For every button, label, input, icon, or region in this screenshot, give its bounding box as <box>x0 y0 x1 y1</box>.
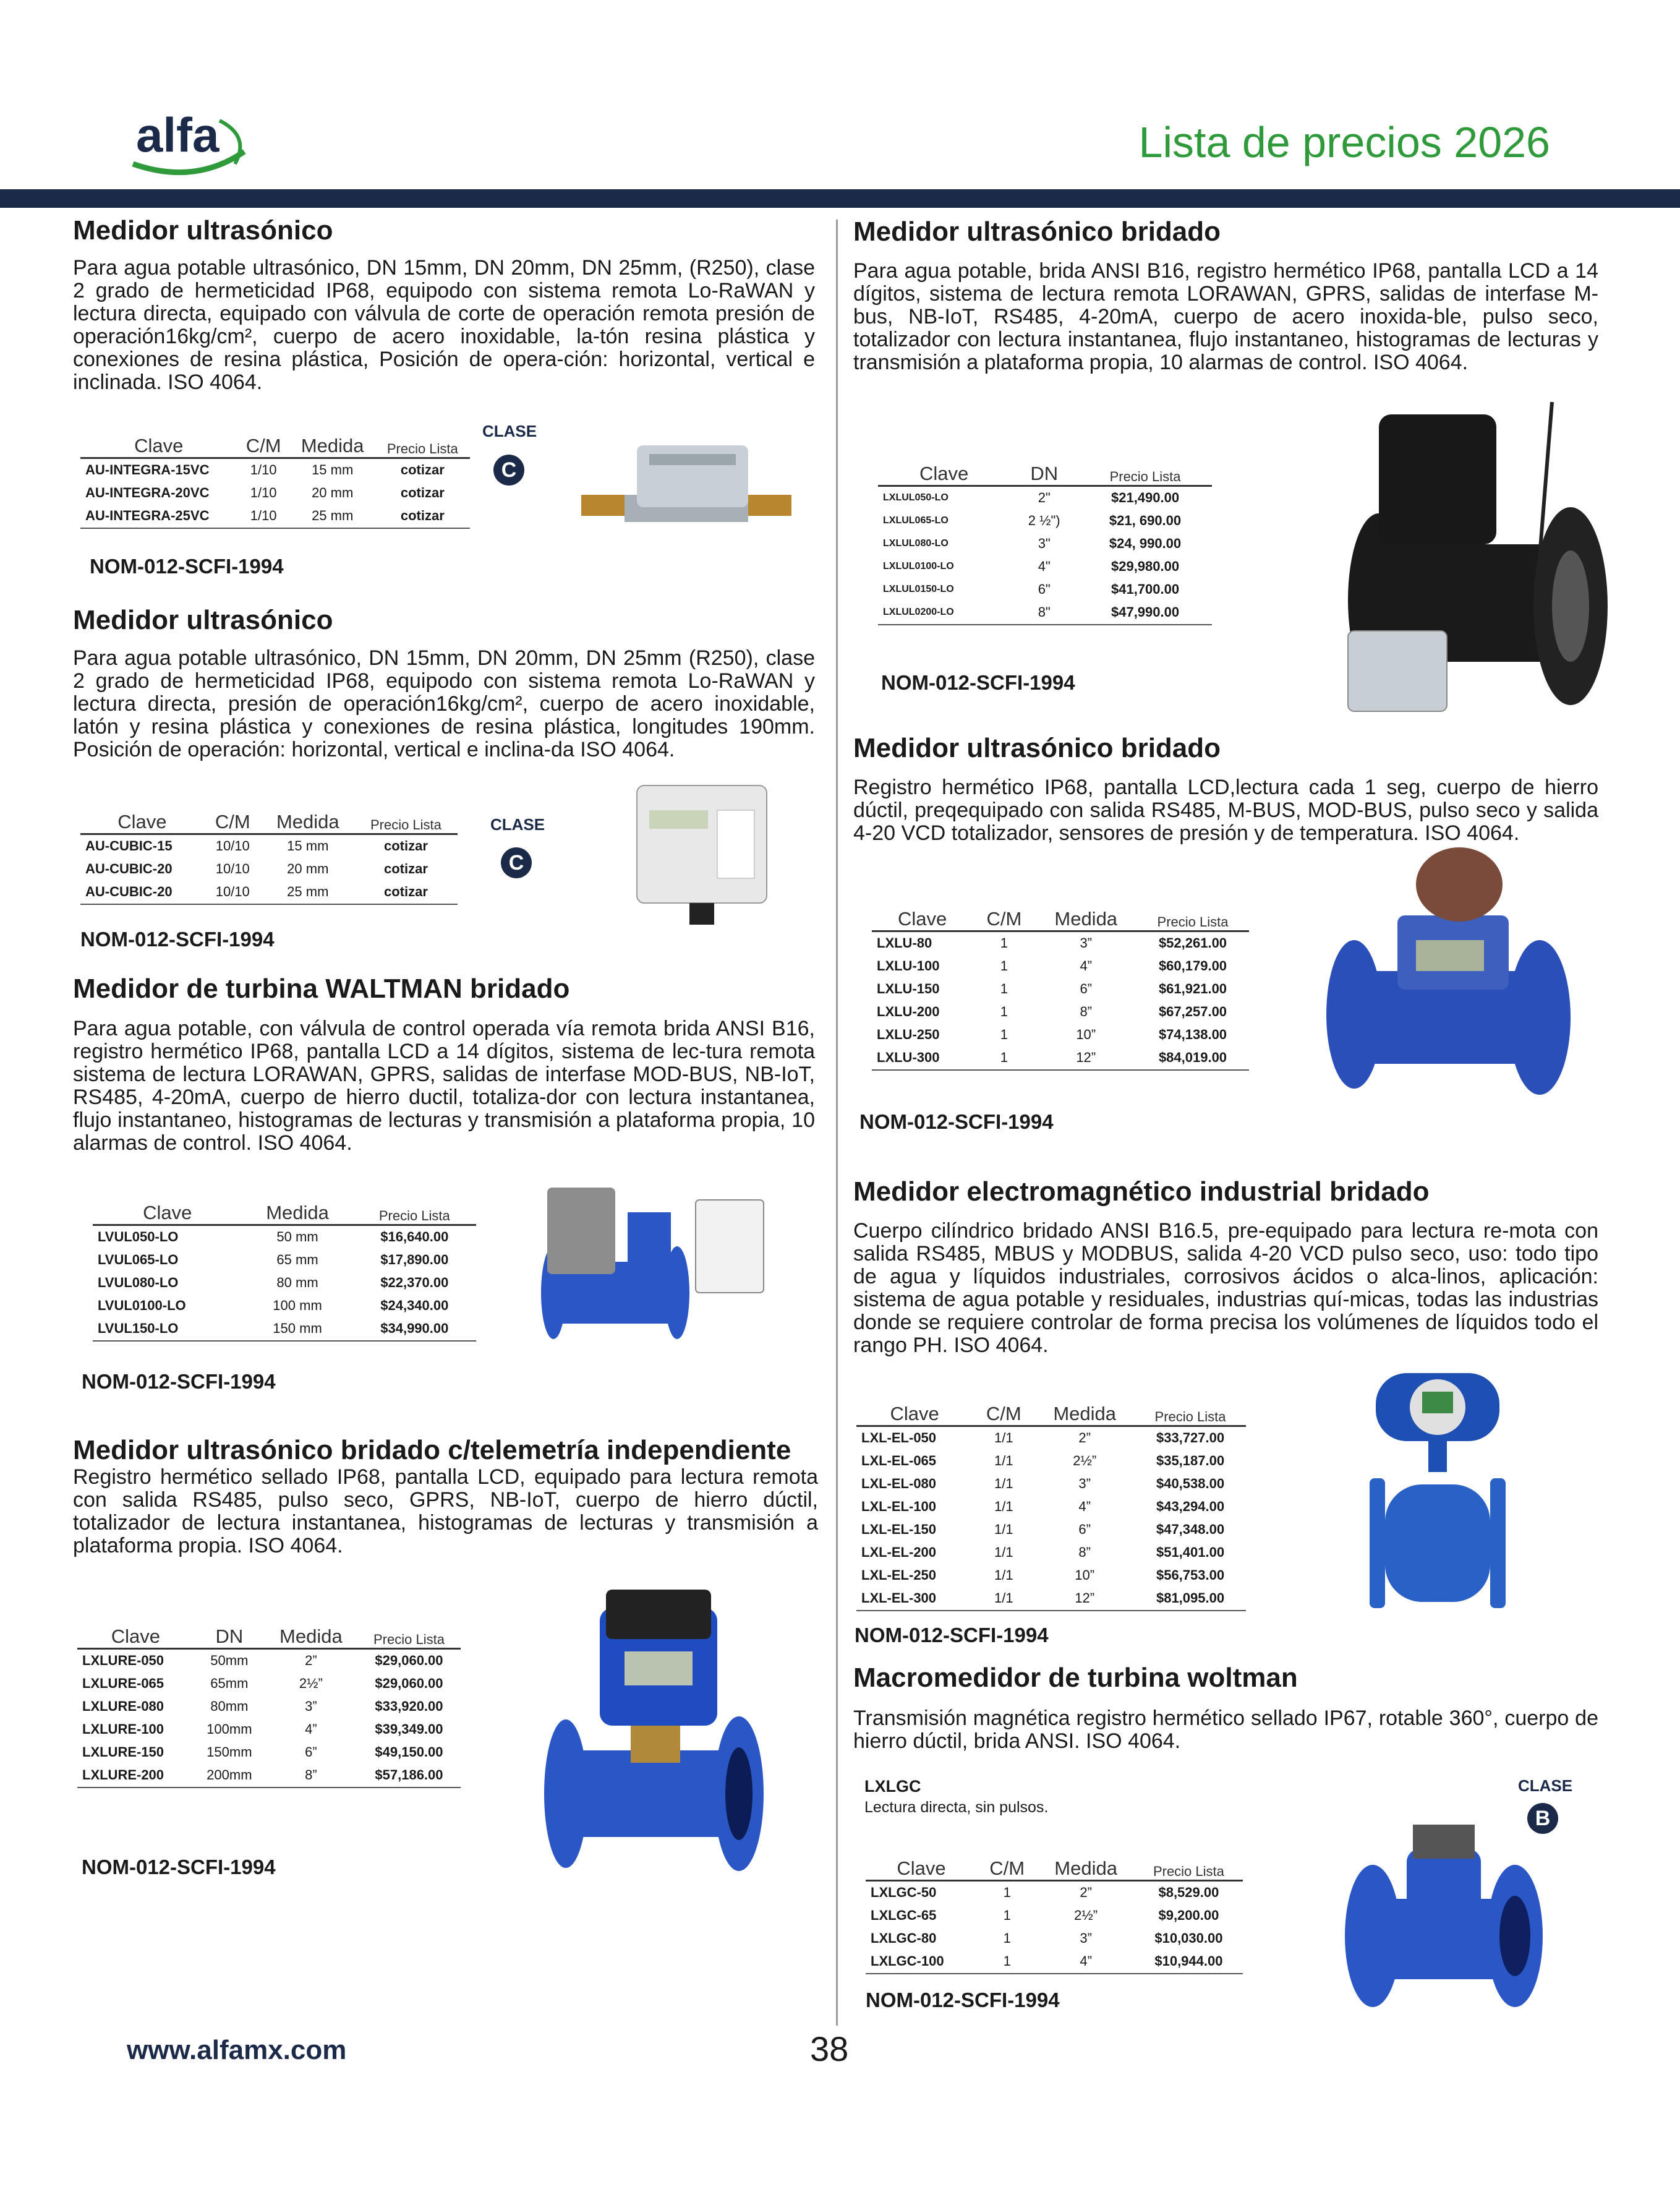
column-header: Medida <box>1054 907 1118 930</box>
table-cell: 3" <box>1038 536 1051 551</box>
section-title: Medidor ultrasónico bridado c/telemetría independiente <box>73 1435 791 1465</box>
table-cell: 2½” <box>299 1676 323 1691</box>
table-row <box>77 1718 461 1741</box>
table-cell: 2½” <box>1073 1453 1097 1468</box>
section-description: Cuerpo cilíndrico bridado ANSI B16.5, pre-equipado para lectura re-mota con salida RS485, MBUS y MODBUS, salida 4-20 VCD pulso seco, uso: todo tipo de agua y líquidos industriales, corrosivos ácidos o alca-linos, aplicación: sistema de agua potable y residuales, industrias quí-micas, todas las industrias donde se requiere controlar de forma precisa los volúmenes de líquidos todo el rango PH. ISO 4064. <box>853 1219 1598 1357</box>
table-cell: 1 <box>1000 981 1008 996</box>
model-code: LXLGC <box>864 1777 921 1796</box>
table-row <box>872 1047 1249 1070</box>
clase-label: CLASE <box>482 422 537 440</box>
section-title: Medidor ultrasónico <box>73 605 333 635</box>
table-cell: 4" <box>1038 559 1051 574</box>
table-row <box>80 505 470 528</box>
table-row <box>872 1024 1249 1047</box>
table-row <box>856 1541 1246 1564</box>
column-header: DN <box>215 1625 244 1647</box>
column-header: Precio Lista <box>378 1207 450 1223</box>
column-header: Precio Lista <box>370 816 441 833</box>
black-flanged-meter-image <box>1336 396 1620 733</box>
price-table <box>80 790 458 905</box>
section-title: Medidor electromagnético industrial bridado <box>853 1176 1430 1207</box>
electromagnetic-meter-image <box>1357 1367 1518 1630</box>
table-cell: 1/1 <box>994 1544 1013 1560</box>
table-cell: $10,944.00 <box>1135 1950 1243 1974</box>
column-header: Clave <box>143 1201 192 1223</box>
table-row <box>872 931 1249 955</box>
table-cell: 1/1 <box>994 1522 1013 1537</box>
table-cell: LXL-EL-300 <box>856 1587 973 1611</box>
table-cell: $56,753.00 <box>1156 1567 1225 1583</box>
table-cell: LXL-EL-150 <box>861 1522 937 1537</box>
table-cell: 8" <box>1010 601 1078 625</box>
table-cell: $41,700.00 <box>1111 581 1180 597</box>
table-cell: 50 mm <box>276 1229 318 1244</box>
table-cell: $60,179.00 <box>1158 958 1227 974</box>
column-header: Precio Lista <box>1154 1408 1226 1424</box>
price-table <box>872 884 1249 1071</box>
table-cell: 50mm <box>210 1653 249 1668</box>
table-cell: LXL-EL-065 <box>861 1453 937 1468</box>
section-description: Para agua potable, brida ANSI B16, registro hermético IP68, pantalla LCD a 14 dígitos, sistema de lectura remota LORAWAN, GPRS, salidas de interfase M-bus, NB-IoT, RS485, 4-20mA, cuerpo de acero inoxida-ble, pulso seco, totalizador con lectura instantanea, flujo instantaneo, histogramas de lecturas y transmisión a plataforma propia, 10 alarmas de control. ISO 4064. <box>853 259 1598 374</box>
table-cell: 20 mm <box>312 485 354 500</box>
table-cell: 1 <box>1000 1004 1008 1019</box>
price-table <box>77 1602 461 1788</box>
table-cell: 1/10 <box>237 505 290 528</box>
table-row <box>93 1317 476 1341</box>
nom-label: NOM-012-SCFI-1994 <box>859 1110 1054 1133</box>
table-cell: 8” <box>1080 1004 1092 1019</box>
page-number: 38 <box>810 2029 849 2068</box>
column-header: Clave <box>890 1402 939 1424</box>
table-cell: $43,294.00 <box>1156 1499 1225 1514</box>
table-row <box>77 1764 461 1787</box>
table-row <box>80 834 458 858</box>
table-cell: cotizar <box>383 861 428 876</box>
table-cell: 200mm <box>194 1764 265 1787</box>
table-row <box>856 1473 1246 1496</box>
table-cell: LXLURE-200 <box>77 1764 194 1787</box>
nom-label: NOM-012-SCFI-1994 <box>866 1989 1060 2011</box>
table-cell: 150 mm <box>242 1317 352 1341</box>
column-header: Medida <box>1054 1857 1117 1879</box>
table-cell: LXLUL080-LO <box>883 538 949 549</box>
column-divider <box>836 220 838 2026</box>
column-header: Precio Lista <box>1157 914 1229 930</box>
price-table <box>93 1181 476 1342</box>
price-table <box>856 1379 1246 1611</box>
section-description: Registro hermético sellado IP68, pantalla LCD, equipado para lectura remota con salida RS485, pulso seco, GPRS, NB-IoT, cuerpo de hierro dúctil, totalizador de lectura instantanea, histogramas de lecturas y transmisión a plataforma propia. ISO 4064. <box>73 1465 818 1557</box>
table-cell: 100mm <box>207 1721 252 1737</box>
section-description: Para agua potable, con válvula de control operada vía remota brida ANSI B16, registro hermético IP68, pantalla LCD a 14 dígitos, sistema de lec-tura remota sistema de lectura LORAWAN, GPRS, salidas de interfase MOD-BUS, NB-IoT, RS485, 4-20mA, cuerpo de hierro ductil, totaliza-dor con lectura instantanea, flujo instantaneo, histogramas de lecturas y transmisión a plataforma propia, 10 alarmas de control. ISO 4064. <box>73 1017 815 1155</box>
table-cell: $21, 690.00 <box>1109 513 1182 528</box>
table-cell: LXLURE-150 <box>82 1744 164 1760</box>
table-cell: LVUL0100-LO <box>98 1298 186 1313</box>
column-header: Medida <box>1053 1402 1117 1424</box>
table-cell: 1 <box>1003 1930 1011 1946</box>
flanged-meter-image <box>538 1583 773 1896</box>
table-cell: 4” <box>1037 1950 1134 1974</box>
nom-label: NOM-012-SCFI-1994 <box>881 671 1075 694</box>
table-cell: LXLU-300 <box>872 1047 973 1070</box>
table-cell: LXLUL0150-LO <box>883 584 954 594</box>
column-header: Precio Lista <box>373 1631 445 1647</box>
table-cell: AU-INTEGRA-15VC <box>85 462 210 477</box>
table-cell: $21,490.00 <box>1111 490 1180 505</box>
clase-label: CLASE <box>1518 1776 1573 1795</box>
header-bar <box>0 189 1680 208</box>
table-cell: LXLU-200 <box>877 1004 940 1019</box>
clase-label: CLASE <box>490 815 545 834</box>
table-cell: 2" <box>1038 490 1051 505</box>
woltman-meter-image <box>1336 1812 1558 2019</box>
table-cell: $29,060.00 <box>375 1653 443 1668</box>
table-cell: 1 <box>1000 935 1008 951</box>
table-row <box>93 1295 476 1317</box>
table-cell: 6" <box>1038 581 1051 597</box>
table-row <box>856 1587 1246 1611</box>
table-cell: $67,257.00 <box>1158 1004 1227 1019</box>
table-cell: 6” <box>1078 1522 1091 1537</box>
column-header: Medida <box>279 1625 343 1647</box>
header-row <box>80 790 458 834</box>
table-cell: $51,401.00 <box>1156 1544 1225 1560</box>
table-cell: 2” <box>1078 1430 1091 1445</box>
table-row <box>856 1426 1246 1450</box>
table-cell: 1 <box>1003 1907 1011 1923</box>
table-cell: 4” <box>305 1721 317 1737</box>
page-title: Lista de precios 2026 <box>1138 118 1550 166</box>
table-cell: $40,538.00 <box>1156 1476 1225 1491</box>
table-cell: 1/1 <box>973 1587 1034 1611</box>
table-cell: LXLU-100 <box>877 958 940 974</box>
table-cell: $47,990.00 <box>1078 601 1212 625</box>
table-row <box>856 1564 1246 1587</box>
table-cell: $33,920.00 <box>375 1698 443 1714</box>
table-cell: AU-CUBIC-20 <box>85 861 173 876</box>
table-cell: LXLU-250 <box>877 1027 940 1042</box>
table-cell: $81,095.00 <box>1135 1587 1246 1611</box>
alfa-logo <box>127 105 257 179</box>
header-row <box>93 1181 476 1225</box>
table-row <box>872 1001 1249 1024</box>
section-title: Medidor ultrasónico bridado <box>853 733 1221 763</box>
table-cell: 1 <box>973 1047 1035 1070</box>
table-cell: 8” <box>265 1764 357 1787</box>
table-cell: 100 mm <box>273 1298 322 1313</box>
table-cell: cotizar <box>400 462 445 477</box>
table-cell: $33,727.00 <box>1156 1430 1225 1445</box>
table-cell: AU-INTEGRA-20VC <box>85 485 210 500</box>
table-row <box>866 1904 1243 1927</box>
table-row <box>80 858 458 881</box>
table-cell: LXL-EL-050 <box>861 1430 937 1445</box>
table-row <box>872 978 1249 1001</box>
turbine-meter-image <box>529 1169 776 1358</box>
table-cell: 150mm <box>207 1744 252 1760</box>
table-cell: cotizar <box>354 881 458 904</box>
table-cell: LXLUL065-LO <box>883 515 949 526</box>
table-cell: $34,990.00 <box>353 1317 476 1341</box>
header-row <box>878 442 1212 486</box>
table-cell: 3” <box>1078 1476 1091 1491</box>
ultrasonic-meter-image <box>575 433 798 554</box>
column-header: Medida <box>276 810 339 833</box>
table-cell: LXLURE-080 <box>82 1698 164 1714</box>
table-cell: 1/1 <box>994 1453 1013 1468</box>
table-cell: cotizar <box>400 485 445 500</box>
table-cell: $22,370.00 <box>380 1275 449 1290</box>
table-row <box>80 482 470 505</box>
column-header: Clave <box>134 434 184 456</box>
table-cell: 4” <box>1080 958 1092 974</box>
table-cell: $84,019.00 <box>1136 1047 1249 1070</box>
table-cell: 10/10 <box>204 881 262 904</box>
header-row <box>77 1602 461 1648</box>
column-header: Clave <box>897 1857 946 1879</box>
table-cell: AU-INTEGRA-25VC <box>80 505 237 528</box>
clase-badge: B <box>1527 1803 1558 1834</box>
column-header: Precio Lista <box>386 440 458 456</box>
table-cell: LXL-EL-200 <box>861 1544 937 1560</box>
table-cell: LXL-EL-080 <box>861 1476 937 1491</box>
table-row <box>77 1695 461 1718</box>
table-cell: $61,921.00 <box>1158 981 1227 996</box>
price-table <box>866 1834 1243 1974</box>
table-row <box>77 1672 461 1695</box>
section-description: Para agua potable ultrasónico, DN 15mm, DN 20mm, DN 25mm, (R250), clase 2 grado de hermeticidad IP68, equipodo con sistema remota Lo-RaWAN y lectura directa, equipado con válvula de corte de operación remota presión de operación16kg/cm², cuerpo de acero inoxidable, la-tón resina plástica y conexiones de resina plástica, Posición de opera-ción: horizontal, vertical e inclinada. ISO 4064. <box>73 256 815 394</box>
table-cell: $17,890.00 <box>380 1252 449 1267</box>
table-cell: LXLU-150 <box>877 981 940 996</box>
table-cell: 10” <box>1075 1567 1095 1583</box>
table-row <box>93 1272 476 1295</box>
table-row <box>856 1496 1246 1518</box>
table-row <box>878 533 1212 555</box>
table-cell: AU-CUBIC-15 <box>85 838 173 854</box>
table-cell: 2” <box>305 1653 317 1668</box>
table-cell: 1/1 <box>994 1476 1013 1491</box>
table-cell: 1/1 <box>994 1567 1013 1583</box>
header-row <box>866 1834 1243 1880</box>
table-row <box>80 881 458 904</box>
table-cell: 2” <box>1080 1885 1092 1900</box>
cubic-meter-image <box>631 779 773 931</box>
table-cell: 20 mm <box>287 861 329 876</box>
table-cell: $29,060.00 <box>375 1676 443 1691</box>
table-row <box>93 1249 476 1272</box>
table-cell: 10” <box>1076 1027 1096 1042</box>
nom-label: NOM-012-SCFI-1994 <box>80 928 275 951</box>
table-cell: 1/1 <box>994 1499 1013 1514</box>
table-cell: $8,529.00 <box>1158 1885 1219 1900</box>
column-header: Precio Lista <box>1109 468 1181 484</box>
column-header: Medida <box>266 1201 329 1223</box>
table-cell: $9,200.00 <box>1158 1907 1219 1923</box>
table-cell: 8” <box>1078 1544 1091 1560</box>
table-cell: LXLU-80 <box>877 935 932 951</box>
header-row <box>80 414 470 458</box>
table-cell: 10/10 <box>215 861 250 876</box>
table-cell: 65 mm <box>276 1252 318 1267</box>
table-row <box>866 1950 1243 1974</box>
table-cell: LVUL080-LO <box>98 1275 179 1290</box>
table-cell: 15 mm <box>312 462 354 477</box>
table-cell: $16,640.00 <box>380 1229 449 1244</box>
table-cell: $10,030.00 <box>1154 1930 1223 1946</box>
section-title: Medidor ultrasónico <box>73 215 333 246</box>
table-cell: 65mm <box>210 1676 249 1691</box>
table-cell: $57,186.00 <box>357 1764 461 1787</box>
table-cell: 2½” <box>1074 1907 1098 1923</box>
table-cell: 15 mm <box>287 838 329 854</box>
table-row <box>878 486 1212 510</box>
section-title: Medidor ultrasónico bridado <box>853 216 1221 247</box>
table-cell: 25 mm <box>290 505 375 528</box>
nom-label: NOM-012-SCFI-1994 <box>855 1624 1049 1646</box>
table-cell: 6” <box>305 1744 317 1760</box>
table-cell: LXLGC-100 <box>866 1950 977 1974</box>
table-cell: LXLUL0100-LO <box>883 561 954 572</box>
price-table <box>878 442 1212 625</box>
table-cell: 3” <box>305 1698 317 1714</box>
table-cell: $35,187.00 <box>1156 1453 1225 1468</box>
table-cell: LXLGC-80 <box>871 1930 937 1946</box>
column-header: Clave <box>919 462 969 484</box>
table-cell: 1/10 <box>250 462 277 477</box>
table-row <box>80 458 470 482</box>
table-cell: 1 <box>977 1950 1037 1974</box>
table-cell: 1/10 <box>250 485 277 500</box>
table-cell: 12” <box>1035 1047 1136 1070</box>
table-row <box>866 1880 1243 1904</box>
table-row <box>872 955 1249 978</box>
blue-flanged-meter-image <box>1311 847 1595 1098</box>
nom-label: NOM-012-SCFI-1994 <box>90 555 284 578</box>
svg-text:alfa: alfa <box>136 108 220 162</box>
table-cell: 80 mm <box>276 1275 318 1290</box>
table-cell: LXLUL0200-LO <box>878 601 1010 625</box>
column-header: Medida <box>301 434 364 456</box>
table-cell: 12” <box>1034 1587 1135 1611</box>
column-header: DN <box>1030 462 1059 484</box>
column-header: C/M <box>989 1857 1025 1879</box>
table-cell: AU-CUBIC-20 <box>80 881 204 904</box>
header-row <box>872 884 1249 931</box>
table-cell: LXLURE-100 <box>82 1721 164 1737</box>
table-cell: $52,261.00 <box>1158 935 1227 951</box>
table-cell: LXLGC-65 <box>871 1907 937 1923</box>
table-cell: LVUL065-LO <box>98 1252 179 1267</box>
table-cell: $74,138.00 <box>1158 1027 1227 1042</box>
column-header: C/M <box>986 907 1022 930</box>
column-header: Clave <box>111 1625 161 1647</box>
price-table <box>80 414 470 529</box>
section-title: Macromedidor de turbina woltman <box>853 1663 1298 1693</box>
clase-badge: C <box>493 455 524 486</box>
table-cell: $47,348.00 <box>1156 1522 1225 1537</box>
footer-url[interactable]: www.alfamx.com <box>127 2035 347 2065</box>
column-header: Precio Lista <box>1153 1863 1224 1879</box>
table-cell: LXLURE-065 <box>82 1676 164 1691</box>
table-cell: 80mm <box>210 1698 249 1714</box>
table-cell: LXLURE-050 <box>82 1653 164 1668</box>
table-cell: $29,980.00 <box>1111 559 1180 574</box>
table-cell: 2 ½") <box>1028 513 1060 528</box>
table-cell: 1 <box>1003 1885 1011 1900</box>
table-cell: 1/1 <box>994 1430 1013 1445</box>
table-cell: LVUL050-LO <box>98 1229 179 1244</box>
column-header: Clave <box>897 907 947 930</box>
section-description: Registro hermético IP68, pantalla LCD,lectura cada 1 seg, cuerpo de hierro dúctil, preqequipado con salida RS485, M-BUS, MOD-BUS, pulso seco y salida 4-20 VCD totalizador, sensores de presión y de temperatura. ISO 4064. <box>853 776 1598 845</box>
table-cell: cotizar <box>375 505 470 528</box>
table-cell: LXLUL050-LO <box>883 492 949 503</box>
table-cell: $39,349.00 <box>375 1721 443 1737</box>
table-cell: 1 <box>1000 1027 1008 1042</box>
header-row <box>856 1379 1246 1426</box>
table-row <box>856 1450 1246 1473</box>
table-cell: 6” <box>1080 981 1092 996</box>
table-cell: 10/10 <box>215 838 250 854</box>
table-cell: cotizar <box>383 838 428 854</box>
table-cell: $24,340.00 <box>380 1298 449 1313</box>
table-cell: LXLGC-50 <box>871 1885 937 1900</box>
table-row <box>866 1927 1243 1950</box>
table-cell: 4” <box>1078 1499 1091 1514</box>
column-header: C/M <box>215 810 250 833</box>
section-description: Para agua potable ultrasónico, DN 15mm, DN 20mm, DN 25mm (R250), clase 2 grado de hermeticidad IP68, equipodo con sistema remota Lo-RaWAN y lectura directa, presión de operación16kg/cm², cuerpo de acero inoxidable, latón y resina plástica y conexiones de resina plástica, longitudes 190mm. Posición de operación: horizontal, vertical e inclina-da ISO 4064. <box>73 646 815 761</box>
table-row <box>878 578 1212 601</box>
table-cell: LXL-EL-250 <box>861 1567 937 1583</box>
section-description: Transmisión magnética registro hermético sellado IP67, rotable 360°, cuerpo de hierro dúctil, brida ANSI. ISO 4064. <box>853 1706 1598 1753</box>
section-title: Medidor de turbina WALTMAN bridado <box>73 974 570 1004</box>
table-cell: 1 <box>1000 958 1008 974</box>
table-row <box>77 1648 461 1672</box>
table-row <box>93 1225 476 1249</box>
table-row <box>878 510 1212 533</box>
table-cell: $24, 990.00 <box>1109 536 1182 551</box>
nom-label: NOM-012-SCFI-1994 <box>82 1370 276 1393</box>
table-cell: $49,150.00 <box>375 1744 443 1760</box>
table-row <box>77 1741 461 1764</box>
table-cell: 25 mm <box>262 881 354 904</box>
model-note: Lectura directa, sin pulsos. <box>864 1799 1049 1816</box>
column-header: C/M <box>986 1402 1021 1424</box>
nom-label: NOM-012-SCFI-1994 <box>82 1856 276 1878</box>
table-cell: 3” <box>1080 1930 1092 1946</box>
table-cell: LVUL150-LO <box>93 1317 242 1341</box>
clase-badge: C <box>501 847 532 878</box>
column-header: Clave <box>117 810 167 833</box>
table-cell: 3” <box>1080 935 1092 951</box>
column-header: C/M <box>245 434 281 456</box>
table-cell: LXL-EL-100 <box>861 1499 937 1514</box>
table-row <box>856 1518 1246 1541</box>
table-row <box>878 601 1212 625</box>
table-row <box>878 555 1212 578</box>
